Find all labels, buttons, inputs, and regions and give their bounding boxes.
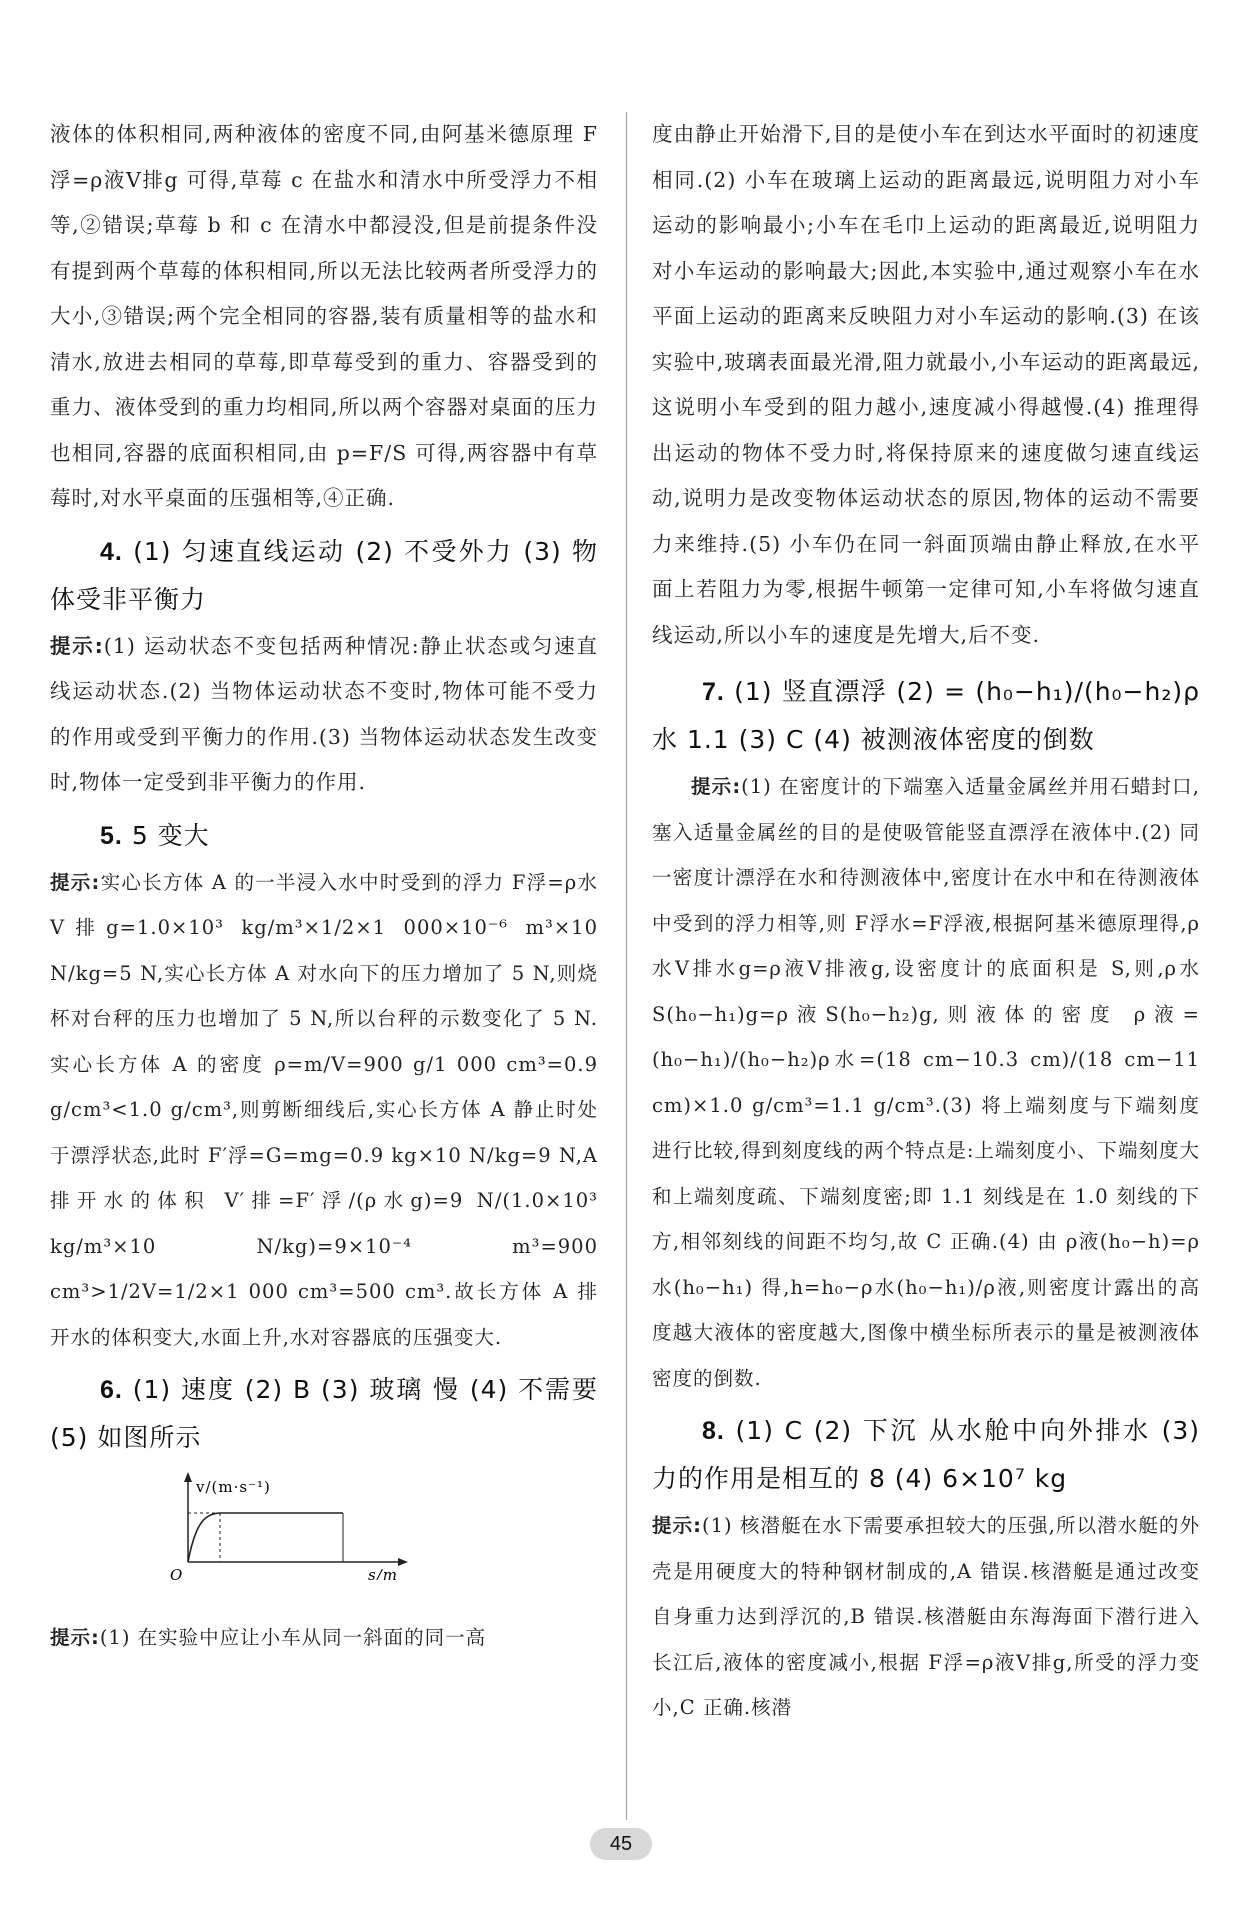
q5-answer-text: 5 变大 <box>131 820 210 850</box>
q8-answer-text: (1) C (2) 下沉 从水舱中向外排水 (3) 力的作用是相互的 8 (4) 6×10⁷ kg <box>652 1416 1200 1493</box>
q7-tip-label: 提示: <box>691 775 742 798</box>
q6-tip-continuation: 度由静止开始滑下,目的是使小车在到达水平面时的初速度相同.(2) 小车在玻璃上运动的距离最远,说明阻力对小车运动的影响最小;小车在毛巾上运动的距离最近,说明阻力对小车运动的影响最大;因此,本实验中,通过观察小车在水平面上运动的距离来反映阻力对小车运动的影响.(3) 在该实验中,玻璃表面最光滑,阻力就最小,小车运动的距离最远,这说明小车受到的阻力越小,速度减小得越慢.(4) 推理得出运动的物体不受力时,将保持原来的速度做匀速直线运动,说明力是改变物体运动状态的原因,物体的运动不需要力来维持.(5) 小车仍在同一斜面顶端由静止释放,在水平面上若阻力为零,根据牛顿第一定律可知,小车将做匀速直线运动,所以小车的速度是先增大,后不变. <box>652 122 1200 647</box>
q8-tip-text: (1) 核潜艇在水下需要承担较大的压强,所以潜水艇的外壳是用硬度大的特种钢材制成的,A 错误.核潜艇是通过改变自身重力达到浮沉的,B 错误.核潜艇由东海海面下潜行进入长江后,液体的密度减小,根据 F浮=ρ液V排g,所受的浮力变小,C 正确.核潜 <box>652 1514 1200 1719</box>
q4-answer-text: (1) 匀速直线运动 (2) 不受外力 (3) 物体受非平衡力 <box>50 536 598 614</box>
q6-answer <box>50 1366 598 1462</box>
q4-answer <box>50 528 598 624</box>
q5-tip-label: 提示: <box>50 870 101 894</box>
q4-tip <box>50 624 598 806</box>
q6-answer-text: (1) 速度 (2) B (3) 玻璃 慢 (4) 不需要 (5) 如图所示 <box>50 1375 598 1452</box>
q7-tip <box>652 764 1200 1401</box>
velocity-distance-graph <box>168 1470 428 1580</box>
left-column <box>50 112 598 1660</box>
q5-number: 5. <box>100 821 123 850</box>
q7-answer <box>652 668 1200 764</box>
graph-x-label: s/m <box>368 1566 398 1580</box>
q8-number: 8. <box>702 1417 725 1445</box>
q4-tip-text: (1) 运动状态不变包括两种情况:静止状态或匀速直线运动状态.(2) 当物体运动状态不变时,物体可能不受力的作用或受到平衡力的作用.(3) 当物体运动状态发生改变时,物体一定受到非平衡力的作用. <box>50 633 598 794</box>
q8-tip <box>652 1503 1200 1731</box>
q7-answer-text: (1) 竖直漂浮 (2) = (h₀−h₁)/(h₀−h₂)ρ水 1.1 (3) C (4) 被测液体密度的倒数 <box>652 677 1200 754</box>
q6-number: 6. <box>100 1376 123 1404</box>
q8-answer <box>652 1407 1200 1503</box>
graph-origin: O <box>170 1566 184 1580</box>
right-column <box>652 112 1200 1731</box>
q3-continuation: 液体的体积相同,两种液体的密度不同,由阿基米德原理 F浮=ρ液V排g 可得,草莓 c 在盐水和清水中所受浮力不相等,②错误;草莓 b 和 c 在清水中都浸没,但是前提条件没有提到两个草莓的体积相同,所以无法比较两者所受浮力的大小,③错误;两个完全相同的容器,装有质量相等的盐水和清水,放进去相同的草莓,即草莓受到的重力、容器受到的重力、液体受到的重力均相同,所以两个容器对桌面的压力也相同,容器的底面积相同,由 p=F/S 可得,两容器中有草莓时,对水平桌面的压强相等,④正确. <box>50 122 598 510</box>
graph-y-label: v/(m·s⁻¹) <box>196 1478 271 1496</box>
q5-answer <box>50 812 598 860</box>
q7-number: 7. <box>702 678 725 706</box>
y-axis-arrow <box>184 1472 192 1482</box>
q5-tip <box>50 860 598 1361</box>
column-divider <box>626 112 627 1820</box>
velocity-curve <box>188 1513 343 1562</box>
x-axis-arrow <box>398 1558 408 1566</box>
q5-tip-text: 实心长方体 A 的一半浸入水中时受到的浮力 F浮=ρ水V排g=1.0×10³ kg/m³×1/2×1 000×10⁻⁶ m³×10 N/kg=5 N,实心长方体 A 对水向下的压力增加了 5 N,则烧杯对台秤的压力也增加了 5 N,所以台秤的示数变化了 5 N.实心长方体 A 的密度 ρ=m/V=900 g/1 000 cm³=0.9 g/cm³<1.0 g/cm³,则剪断细线后,实心长方体 A 静止时处于漂浮状态,此时 F′浮=G=mg=0.9 kg×10 N/kg=9 N,A 排开水的体积 V′排=F′浮/(ρ水g)=9 N/(1.0×10³ kg/m³×10 N/kg)=9×10⁻⁴ m³=900 cm³>1/2V=1/2×1 000 cm³=500 cm³.故长方体 A 排开水的体积变大,水面上升,水对容器底的压强变大. <box>50 870 598 1349</box>
q4-tip-label: 提示: <box>50 633 104 658</box>
q4-number: 4. <box>100 537 123 566</box>
q7-tip-text: (1) 在密度计的下端塞入适量金属丝并用石蜡封口,塞入适量金属丝的目的是使吸管能竖直漂浮在液体中.(2) 同一密度计漂浮在水和待测液体中,密度计在水中和在待测液体中受到的浮力相等,则 F浮水=F浮液,根据阿基米德原理得,ρ水V排水g=ρ液V排液g,设密度计的底面积是 S,则,ρ水S(h₀−h₁)g=ρ液S(h₀−h₂)g,则液体的密度 ρ液=(h₀−h₁)/(h₀−h₂)ρ水=(18 cm−10.3 cm)/(18 cm−11 cm)×1.0 g/cm³=1.1 g/cm³.(3) 将上端刻度与下端刻度进行比较,得到刻度线的两个特点是:上端刻度小、下端刻度大和上端刻度疏、下端刻度密;即 1.1 刻线是在 1.0 刻线的下方,相邻刻线的间距不均匀,故 C 正确.(4) 由 ρ液(h₀−h)=ρ水(h₀−h₁) 得,h=h₀−ρ水(h₀−h₁)/ρ液,则密度计露出的高度越大液体的密度越大,图像中横坐标所表示的量是被测液体密度的倒数. <box>652 775 1200 1390</box>
q6-tip <box>50 1615 598 1661</box>
page-number: 45 <box>590 1828 652 1860</box>
q8-tip-label: 提示: <box>652 1514 702 1537</box>
q6-tip-text: (1) 在实验中应让小车从同一斜面的同一高 <box>99 1625 487 1649</box>
q6-tip-label: 提示: <box>50 1625 100 1649</box>
